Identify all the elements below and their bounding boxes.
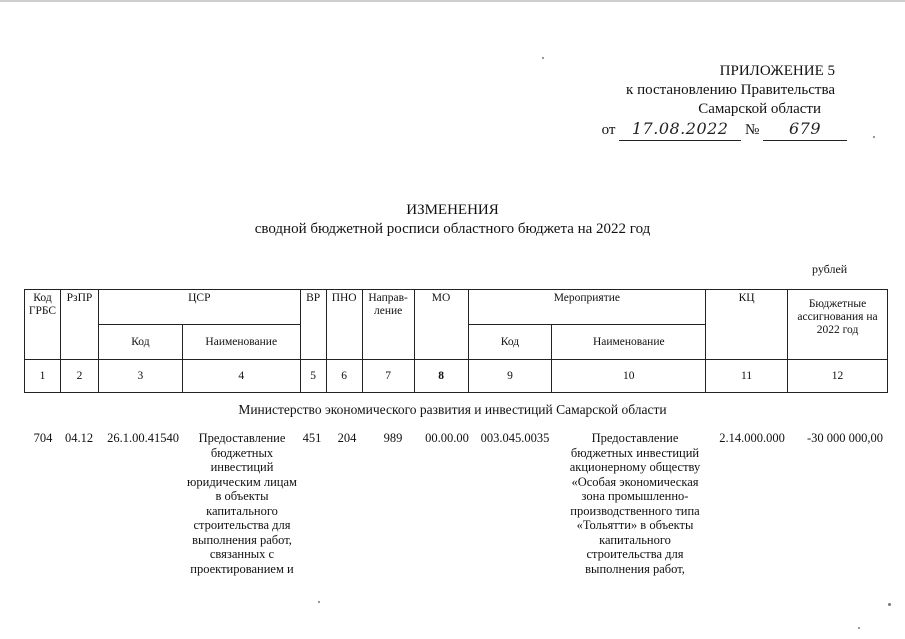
th-num: 4: [182, 360, 300, 393]
cell-mer-name: Предоставление бюджетных инвестиций акционерному обществу «Особая экономическая зона промышленно-производственного типа «Тольятти» в объекты капитального строительства для выполнения работ,: [569, 431, 701, 576]
th-num: 11: [706, 360, 788, 393]
th-napravlenie: Направ-ление: [362, 290, 414, 360]
th-vr: ВР: [300, 290, 326, 360]
header-table: [24, 289, 888, 393]
th-csr: ЦСР: [98, 290, 300, 325]
cell-rzpr: 04.12: [64, 431, 94, 445]
cell-amount: -30 000 000,00: [806, 431, 884, 445]
cell-mo: 00.00.00: [425, 431, 469, 445]
doc-subtitle: сводной бюджетной росписи областного бюджета на 2022 год: [254, 221, 651, 237]
th-num: 7: [362, 360, 414, 393]
units-label: рублей: [812, 262, 848, 276]
th-mo: МО: [414, 290, 468, 360]
th-num: 10: [552, 360, 706, 393]
scan-speck: [888, 603, 891, 606]
th-rzpr: РзПР: [60, 290, 98, 360]
cell-csr: 26.1.00.41540: [107, 431, 179, 445]
cell-mer-kod: 003.045.0035: [480, 431, 550, 445]
th-num: 12: [788, 360, 888, 393]
appendix-title: ПРИЛОЖЕНИЕ 5: [719, 63, 835, 79]
appendix-block: [602, 62, 835, 141]
cell-napr: 989: [383, 431, 403, 445]
th-mer-name: Наименование: [552, 325, 706, 360]
th-assign: Бюджетные ассигнования на 2022 год: [788, 290, 888, 360]
scan-edge: [0, 0, 905, 2]
th-num: 3: [98, 360, 182, 393]
th-csr-name: Наименование: [182, 325, 300, 360]
th-num: 1: [25, 360, 61, 393]
ministry-name: Министерство экономического развития и инвестиций Самарской области: [238, 402, 667, 417]
scan-speck: [858, 627, 860, 629]
scan-speck: [542, 57, 544, 59]
cell-grbs: 704: [33, 431, 53, 445]
th-csr-kod: Код: [98, 325, 182, 360]
th-meropriyatie: Мероприятие: [468, 290, 706, 325]
th-pno: ПНО: [326, 290, 362, 360]
th-num: 2: [60, 360, 98, 393]
cell-csr-name: Предоставление бюджетных инвестиций юридическим лицам в объекты капитального строительства для выполнения работ, связанных с проектированием и: [187, 431, 297, 576]
scan-speck: [873, 136, 875, 138]
cell-vr: 451: [302, 431, 322, 445]
doc-title: ИЗМЕНЕНИЯ: [406, 202, 499, 218]
scan-speck: [318, 601, 320, 603]
th-mer-kod: Код: [468, 325, 552, 360]
th-num: 5: [300, 360, 326, 393]
th-kc: КЦ: [706, 290, 788, 360]
th-num: 8: [414, 360, 468, 393]
th-kod-grbs: Код ГРБС: [25, 290, 61, 360]
date-field: [619, 119, 741, 141]
th-num: 6: [326, 360, 362, 393]
cell-pno: 204: [337, 431, 357, 445]
number-handwritten: 679: [788, 119, 822, 138]
number-field: [763, 119, 847, 141]
date-handwritten: 17.08.2022: [631, 119, 729, 138]
th-num: 9: [468, 360, 552, 393]
appendix-date-line: [602, 119, 847, 141]
appendix-line-1: к постановлению Правительства: [626, 82, 835, 98]
date-prefix: от: [601, 122, 616, 138]
cell-kc: 2.14.000.000: [719, 431, 785, 445]
number-prefix: №: [744, 122, 760, 138]
appendix-line-2: Самарской области: [698, 101, 821, 117]
